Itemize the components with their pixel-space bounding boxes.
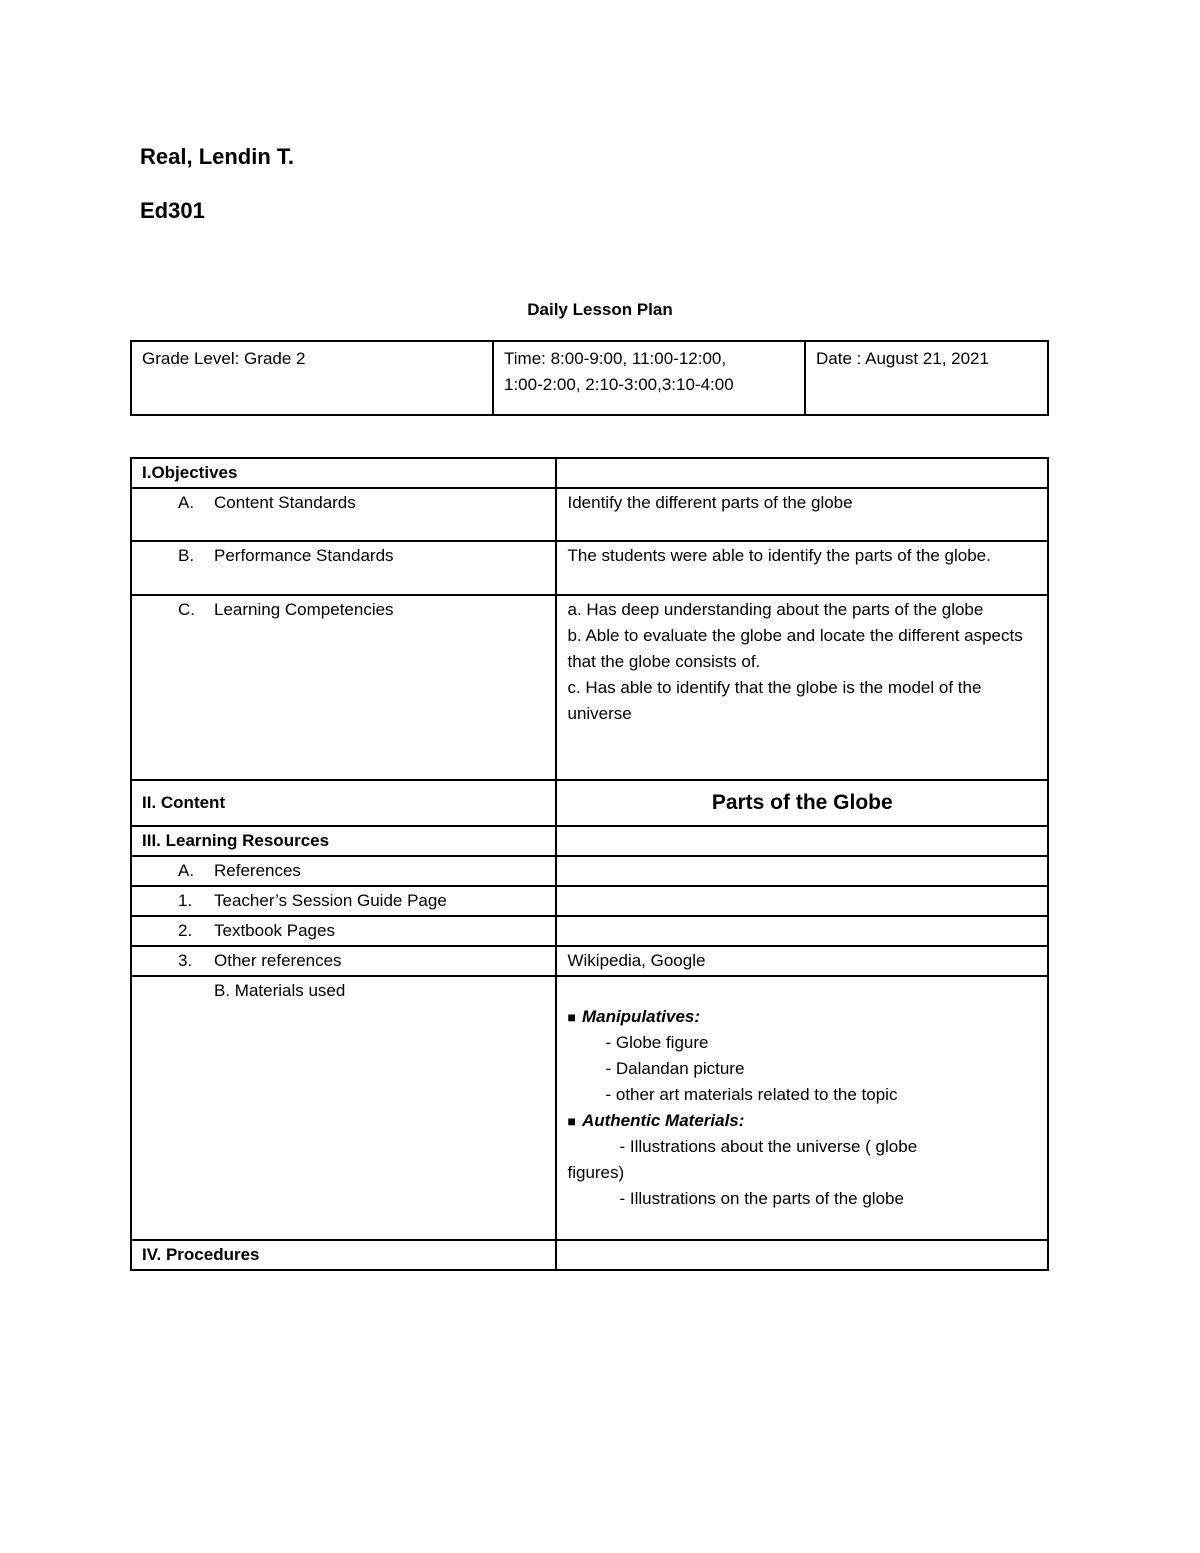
table-row (131, 1240, 1048, 1270)
time-line-2: 1:00-2:00, 2:10-3:00,3:10-4:00 (504, 375, 734, 394)
list-marker: 3. (178, 951, 193, 970)
table-row (131, 976, 1048, 1240)
square-bullet-icon: ■ (567, 1113, 576, 1129)
materials-used-label: B. Materials used (131, 976, 556, 1240)
learning-competencies-value (556, 595, 1048, 780)
list-item: figures) (567, 1163, 625, 1182)
table-row (131, 856, 1048, 886)
table-row (131, 595, 1048, 780)
authentic-materials-heading: Authentic Materials: (581, 1111, 745, 1130)
list-marker: A. (178, 493, 195, 512)
performance-standards-label: Performance Standards (214, 546, 394, 565)
procedures-heading: IV. Procedures (131, 1240, 556, 1270)
session-guide-label: Teacher’s Session Guide Page (214, 891, 447, 910)
lesson-plan-table (130, 457, 1049, 1271)
grade-level-cell (131, 341, 493, 415)
table-row (131, 488, 1048, 541)
competency-item: a. Has deep understanding about the parts of the globe (567, 600, 984, 619)
list-marker: 2. (178, 921, 193, 940)
table-row (131, 886, 1048, 916)
table-row (131, 916, 1048, 946)
textbook-pages-label: Textbook Pages (214, 921, 335, 940)
list-item: - Dalandan picture (605, 1059, 745, 1078)
square-bullet-icon: ■ (567, 1009, 576, 1025)
performance-standards-value: The students were able to identify the parts of the globe. (556, 541, 1048, 595)
date: Date : August 21, 2021 (816, 349, 989, 368)
other-references-value: Wikipedia, Google (556, 946, 1048, 976)
manipulatives-heading: Manipulatives: (581, 1007, 701, 1026)
content-standards-label: Content Standards (214, 493, 356, 512)
references-label: References (214, 861, 301, 880)
list-marker: A. (178, 861, 195, 880)
content-topic: Parts of the Globe (556, 780, 1048, 826)
objectives-heading: I.Objectives (131, 458, 556, 488)
list-item: - Globe figure (605, 1033, 709, 1052)
header-table (130, 340, 1049, 416)
list-marker: 1. (178, 891, 193, 910)
other-references-label: Other references (214, 951, 342, 970)
list-item: - other art materials related to the topic (605, 1085, 898, 1104)
learning-competencies-label: Learning Competencies (214, 600, 394, 619)
author-name: Real, Lendin T. (140, 144, 295, 169)
list-marker: B. (178, 546, 195, 565)
competency-item: b. Able to evaluate the globe and locate the different aspects that the globe consists of. (567, 626, 1023, 671)
materials-used-value (556, 976, 1048, 1240)
date-cell (805, 341, 1048, 415)
resources-heading: III. Learning Resources (131, 826, 556, 856)
grade-level: Grade Level: Grade 2 (142, 349, 306, 368)
list-item: - Illustrations about the universe ( globe (619, 1137, 918, 1156)
table-row (131, 826, 1048, 856)
table-row (131, 946, 1048, 976)
list-marker: C. (178, 600, 195, 619)
table-row (131, 541, 1048, 595)
time-line-1: Time: 8:00-9:00, 11:00-12:00, (504, 349, 727, 368)
list-item: - Illustrations on the parts of the globe (619, 1189, 904, 1208)
content-standards-value: Identify the different parts of the globe (556, 488, 1048, 541)
table-row (131, 458, 1048, 488)
table-row (131, 780, 1048, 826)
time-cell (493, 341, 805, 415)
competency-item: c. Has able to identify that the globe is the model of the universe (567, 678, 982, 723)
content-heading: II. Content (131, 780, 556, 826)
document-title: Daily Lesson Plan (527, 300, 673, 319)
course-code: Ed301 (140, 198, 205, 223)
